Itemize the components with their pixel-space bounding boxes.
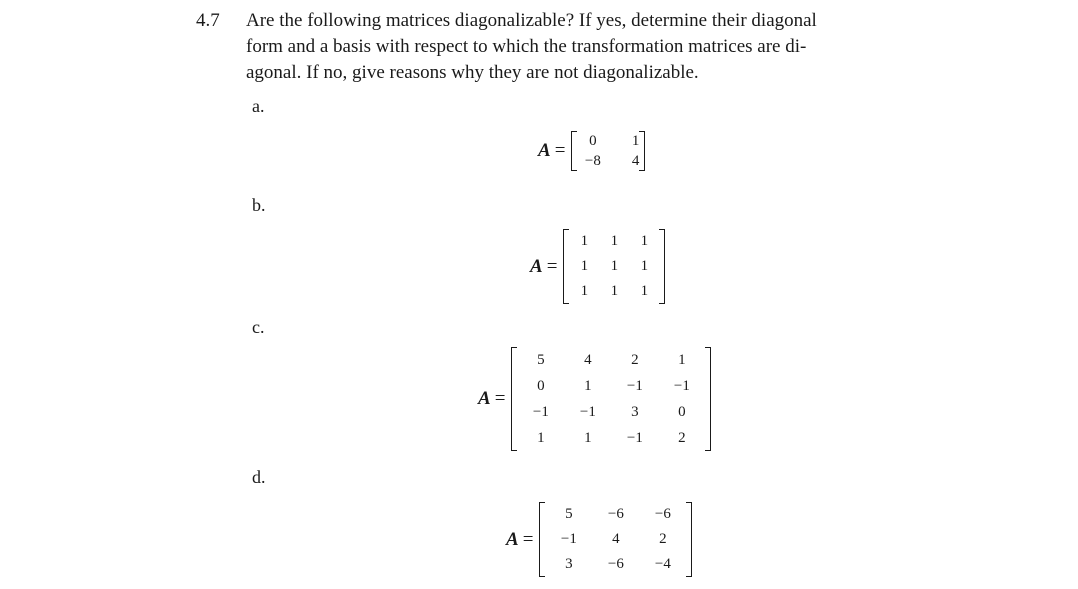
matrix-cell: 1	[580, 258, 589, 274]
matrix-cell: 1	[580, 233, 589, 249]
matrix-cell: 0	[678, 404, 686, 420]
matrix-cell: −1	[579, 404, 596, 420]
exercise-statement	[246, 8, 936, 86]
matrix-cell: 1	[678, 352, 686, 368]
part-b-label: b.	[252, 195, 266, 215]
matrix-cell: 0	[589, 133, 597, 149]
matrix-cell: −1	[532, 404, 549, 420]
exercise-number: 4.7	[196, 10, 220, 31]
part-d-equation	[506, 502, 692, 577]
matrix-cell: −1	[626, 378, 643, 394]
matrix-cell: 4	[584, 352, 592, 368]
matrix-cell: 2	[631, 352, 639, 368]
matrix-cell: 1	[631, 133, 640, 149]
matrix-cell: 1	[584, 430, 592, 446]
matrix-cell: −6	[607, 506, 624, 522]
statement-line-1: Are the following matrices diagonalizable? If yes, determine their diagonal	[246, 10, 817, 31]
matrix-cell: 5	[537, 352, 545, 368]
matrix-cell: −1	[626, 430, 643, 446]
part-d-label: d.	[252, 467, 266, 487]
matrix-symbol: A =	[530, 255, 558, 277]
statement-line-2: form and a basis with respect to which the transformation matrices are di-	[246, 36, 807, 57]
matrix-cell: 3	[565, 556, 573, 572]
part-c-label: c.	[252, 317, 265, 337]
matrix-cell: 1	[610, 258, 619, 274]
matrix-cell: −1	[560, 531, 577, 547]
matrix-cell: 1	[584, 378, 592, 394]
matrix-cell: 1	[610, 283, 619, 299]
matrix-cell: 2	[659, 531, 667, 547]
matrix-cell: 1	[640, 233, 649, 249]
matrix-cell: 4	[612, 531, 620, 547]
matrix-cell: 5	[565, 506, 573, 522]
matrix-cell: −4	[654, 556, 671, 572]
matrix-cell: 4	[631, 153, 640, 169]
matrix-symbol: A =	[538, 140, 566, 161]
matrix-cell: 1	[610, 233, 619, 249]
part-a-label: a.	[252, 96, 265, 116]
matrix-cell: −6	[607, 556, 624, 572]
matrix-cell: 1	[537, 430, 545, 446]
part-c-equation	[478, 347, 711, 451]
matrix-cell: −1	[673, 378, 690, 394]
part-b-equation	[530, 229, 665, 304]
matrix-cell: 2	[678, 430, 686, 446]
matrix-cell: 1	[640, 258, 649, 274]
matrix-d	[539, 502, 692, 577]
matrix-cell: 1	[580, 283, 589, 299]
part-a-equation	[538, 131, 645, 171]
matrix-symbol: A =	[478, 388, 506, 409]
matrix-c	[511, 347, 711, 451]
statement-line-3: agonal. If no, give reasons why they are not diagonalizable.	[246, 62, 699, 83]
matrix-cell: −8	[584, 153, 601, 169]
matrix-b	[563, 229, 665, 304]
matrix-cell: 0	[537, 378, 545, 394]
matrix-cell: 1	[640, 283, 649, 299]
matrix-cell: 3	[631, 404, 639, 420]
matrix-cell: −6	[654, 506, 671, 522]
matrix-a	[571, 131, 645, 171]
matrix-symbol: A =	[506, 528, 534, 550]
